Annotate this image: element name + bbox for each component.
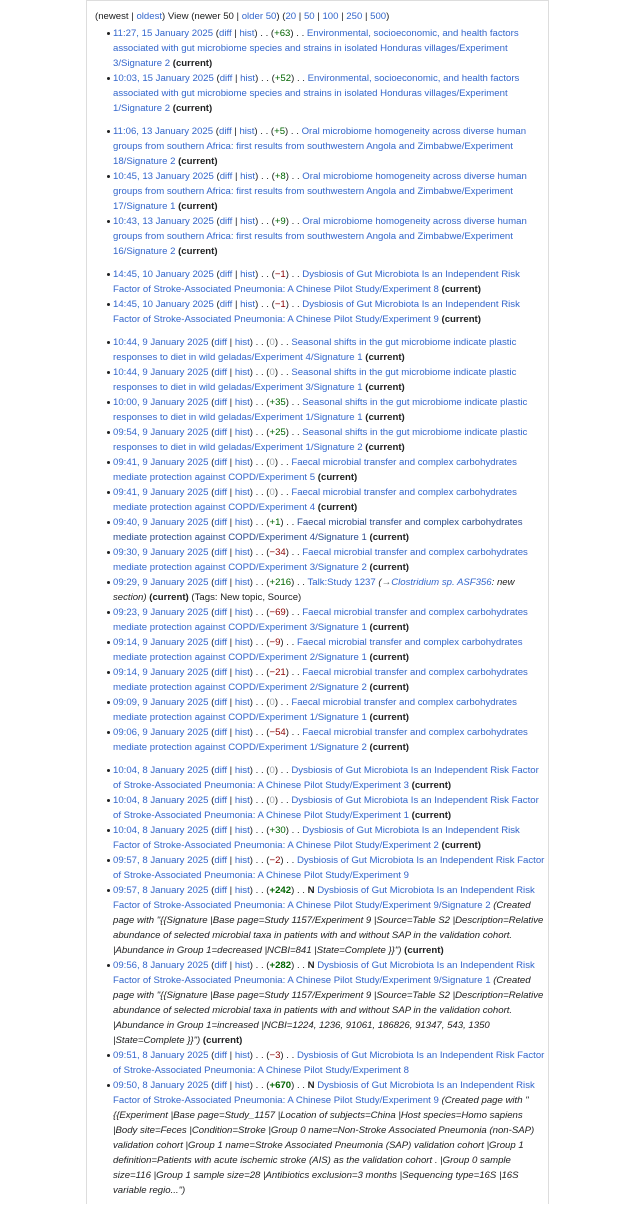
current-label: current	[206, 1035, 240, 1046]
timestamp-link[interactable]: 09:54, 9 January 2025	[113, 427, 209, 438]
edit-comment: (Created page with " {{Experiment |Base page=Study_1157 |Location of subjects=China |Host species=Homo sapiens |Body site=Feces |Condition=Stroke |Group 0 name=Non-Stroke Associated Pneumonia (non-SAP) validation cohort |Group 1 name=Stroke Associated Pneumonia (SAP) validation cohort |Group 1 definition=Patients with acute ischemic stroke (AIS) as the validation cohort . |Group 0 sample size=116 |Group 1 sample size=28 |Antibiotics exclusion=3 months |Sequencing type=16S |16S variable regio...")	[113, 1095, 535, 1196]
new-page-marker: N	[307, 960, 315, 971]
page-title-link[interactable]: Faecal microbial transfer and complex carbohydrates mediate protection against COPD/Experiment 4	[113, 487, 517, 513]
diff-link[interactable]: diff	[214, 607, 227, 618]
hist-link[interactable]: hist	[234, 427, 250, 438]
section-rest: : new section)	[113, 577, 515, 603]
diff-link[interactable]: diff	[214, 337, 227, 348]
contribution-item: 09:41, 9 January 2025 (diff | hist) . . (0) . . Faecal microbial transfer and complex carbohydrates mediate protection against COPD/Experiment 4 (current)	[95, 485, 547, 515]
current-marker: (current)	[369, 652, 409, 663]
hist-link[interactable]: hist	[234, 487, 250, 498]
timestamp-link[interactable]: 09:57, 8 January 2025	[113, 855, 209, 866]
edit-comment: (Created page with "{{Signature |Base page=Study 1157/Experiment 9 |Source=Table S2 |Description=Relative abundance of selected microbial taxa in patients with and without SAP in the validation cohort. |Abundance in Group 1=increased |NCBI=1224, 1236, 91061, 186826, 91347, 543, 1350 |State=Complete }}")	[113, 975, 544, 1046]
diff-link[interactable]: diff	[214, 825, 227, 836]
size-change: 0	[269, 697, 275, 708]
page-title-link[interactable]: Dysbiosis of Gut Microbiota Is an Independent Risk Factor of Stroke-Associated Pneumonia: A Chinese Pilot Study/Experiment 9	[113, 855, 545, 881]
size-change: +5	[274, 126, 286, 137]
current-label: current	[181, 156, 215, 167]
section-link[interactable]: Clostridium sp. ASF356	[391, 577, 492, 588]
contribution-day-list	[95, 26, 547, 116]
current-marker: (current)	[149, 592, 189, 603]
contribution-item: 09:14, 9 January 2025 (diff | hist) . . (−21) . . Faecal microbial transfer and complex carbohydrates mediate protection against COPD/Experiment 2/Signature 2 (current)	[95, 665, 547, 695]
hist-link[interactable]: hist	[239, 126, 255, 137]
new-page-marker: N	[307, 1080, 315, 1091]
diff-link[interactable]: diff	[214, 487, 227, 498]
current-label: current	[368, 442, 402, 453]
hist-link[interactable]: hist	[234, 457, 250, 468]
current-label: current	[320, 472, 355, 483]
current-marker: (current)	[411, 810, 452, 821]
page-title-link[interactable]: Dysbiosis of Gut Microbiota Is an Independent Risk Factor of Stroke-Associated Pneumonia: A Chinese Pilot Study/Experiment 3	[113, 765, 539, 791]
timestamp-link[interactable]: 10:04, 8 January 2025	[113, 795, 209, 806]
size-change: +52	[274, 73, 292, 84]
hist-link[interactable]: hist	[234, 960, 250, 971]
page-title-link[interactable]: Oral microbiome homogeneity across diverse human groups from southern Africa: first results from southwestern Angola and Zimbabwe/Experiment 17/Signature 1	[113, 171, 527, 212]
size-change: 0	[269, 337, 275, 348]
contribution-item: 09:57, 8 January 2025 (diff | hist) . . (+242) . . N Dysbiosis of Gut Microbiota Is an Independent Risk Factor of Stroke-Associated Pneumonia: A Chinese Pilot Study/Experiment 9/Signature 2 (Created page with "{{Signature |Base page=Study 1157/Experiment 9 |Source=Table S2 |Description=Relative abundance of selected microbial taxa in patients with and without SAP in the validation cohort. |Abundance in Group 1=decreased |NCBI=841 |State=Complete }}") (current)	[95, 883, 547, 958]
hist-link[interactable]: hist	[234, 885, 250, 896]
current-marker: (current)	[178, 246, 218, 257]
contribution-item: 10:44, 9 January 2025 (diff | hist) . . (0) . . Seasonal shifts in the gut microbiome indicate plastic responses to diet in wild geladas/Experiment 3/Signature 1 (current)	[95, 365, 547, 395]
contributions-content	[95, 9, 547, 1206]
current-marker: (current)	[369, 562, 409, 573]
hist-link[interactable]: hist	[234, 637, 250, 648]
current-marker: (current)	[369, 742, 409, 753]
current-marker: (current)	[441, 284, 481, 295]
diff-link[interactable]: diff	[219, 171, 233, 182]
contribution-day-list	[95, 763, 547, 1198]
newer-label: newer 50	[194, 11, 234, 22]
hist-link[interactable]: hist	[240, 216, 256, 227]
current-marker: (current)	[365, 382, 405, 393]
current-marker: (current)	[369, 712, 409, 723]
diff-link[interactable]: diff	[214, 547, 227, 558]
diff-link[interactable]: diff	[214, 517, 227, 528]
limit-link-500[interactable]: 500	[370, 11, 387, 22]
size-change: +63	[274, 28, 291, 39]
limit-link-50[interactable]: 50	[303, 11, 315, 22]
hist-link[interactable]: hist	[234, 765, 250, 776]
timestamp-link[interactable]: 09:14, 9 January 2025	[113, 637, 209, 648]
diff-link[interactable]: diff	[214, 457, 227, 468]
current-marker: (current)	[369, 682, 409, 693]
contribution-item: 10:43, 13 January 2025 (diff | hist) . . (+9) . . Oral microbiome homogeneity across diverse human groups from southern Africa: first results from southwestern Angola and Zimbabwe/Experiment 16/Signature 2 (current)	[95, 214, 547, 259]
current-label: current	[372, 622, 406, 633]
size-change: +8	[274, 171, 286, 182]
timestamp-link[interactable]: 09:30, 9 January 2025	[113, 547, 209, 558]
timestamp-link[interactable]: 09:09, 9 January 2025	[113, 697, 209, 708]
current-label: current	[181, 246, 215, 257]
size-change: −34	[269, 547, 286, 558]
current-marker: (current)	[202, 1035, 243, 1046]
edit-comment: (→Clostridium sp. ASF356: new section)	[113, 577, 515, 603]
page-title-link[interactable]: Faecal microbial transfer and complex carbohydrates mediate protection against COPD/Experiment 3/Signature 2	[113, 547, 528, 573]
size-change: +25	[269, 427, 286, 438]
size-change: 0	[269, 457, 275, 468]
page-title-link[interactable]: Dysbiosis of Gut Microbiota Is an Independent Risk Factor of Stroke-Associated Pneumonia: A Chinese Pilot Study/Experiment 9/Signature 2	[113, 885, 535, 911]
current-label: current	[414, 810, 448, 821]
diff-link[interactable]: diff	[218, 126, 232, 137]
page-title-link[interactable]: Environmental, socioeconomic, and health factors associated with gut microbiome species and strains in isolated Honduras villages/Experiment 3/Signature 2	[113, 28, 519, 69]
timestamp-link[interactable]: 09:57, 8 January 2025	[113, 885, 209, 896]
hist-link[interactable]: hist	[234, 855, 250, 866]
timestamp-link[interactable]: 11:27, 15 January 2025	[113, 28, 214, 39]
size-change: 0	[269, 487, 275, 498]
timestamp-link[interactable]: 10:04, 8 January 2025	[113, 765, 209, 776]
diff-link[interactable]: diff	[214, 637, 227, 648]
size-change: −9	[269, 637, 281, 648]
size-change: 0	[269, 795, 275, 806]
page-title-link[interactable]: Dysbiosis of Gut Microbiota Is an Independent Risk Factor of Stroke-Associated Pneumonia: A Chinese Pilot Study/Experiment 9/Signature 1	[113, 960, 535, 986]
contribution-item: 10:04, 8 January 2025 (diff | hist) . . (0) . . Dysbiosis of Gut Microbiota Is an Independent Risk Factor of Stroke-Associated Pneumonia: A Chinese Pilot Study/Experiment 1 (current)	[95, 793, 547, 823]
current-label: current	[372, 682, 406, 693]
current-label: current	[320, 502, 355, 513]
contribution-item: 09:06, 9 January 2025 (diff | hist) . . (−54) . . Faecal microbial transfer and complex carbohydrates mediate protection against COPD/Experiment 1/Signature 2 (current)	[95, 725, 547, 755]
hist-link[interactable]: hist	[234, 367, 250, 378]
page-title-link[interactable]: Dysbiosis of Gut Microbiota Is an Independent Risk Factor of Stroke-Associated Pneumonia: A Chinese Pilot Study/Experiment 2	[113, 825, 520, 851]
hist-link[interactable]: hist	[234, 607, 250, 618]
hist-link[interactable]: hist	[234, 1080, 250, 1091]
current-marker: (current)	[365, 352, 405, 363]
page-title-link[interactable]: Dysbiosis of Gut Microbiota Is an Independent Risk Factor of Stroke-Associated Pneumonia: A Chinese Pilot Study/Experiment 9	[113, 1080, 535, 1106]
size-change: 0	[269, 367, 275, 378]
diff-link[interactable]: diff	[214, 727, 227, 738]
current-marker: (current)	[441, 840, 481, 851]
timestamp-link[interactable]: 10:03, 15 January 2025	[113, 73, 214, 84]
current-label: current	[372, 562, 406, 573]
current-marker: (current)	[317, 502, 358, 513]
diff-link[interactable]: diff	[219, 73, 233, 84]
contribution-item: 10:44, 9 January 2025 (diff | hist) . . (0) . . Seasonal shifts in the gut microbiome indicate plastic responses to diet in wild geladas/Experiment 4/Signature 1 (current)	[95, 335, 547, 365]
page-title-link[interactable]: Faecal microbial transfer and complex carbohydrates mediate protection against COPD/Experiment 3/Signature 1	[113, 607, 528, 633]
contribution-item: 10:04, 8 January 2025 (diff | hist) . . (0) . . Dysbiosis of Gut Microbiota Is an Independent Risk Factor of Stroke-Associated Pneumonia: A Chinese Pilot Study/Experiment 3 (current)	[95, 763, 547, 793]
timestamp-link[interactable]: 09:41, 9 January 2025	[113, 457, 209, 468]
size-change: −69	[269, 607, 286, 618]
contribution-item: 11:27, 15 January 2025 (diff | hist) . . (+63) . . Environmental, socioeconomic, and health factors associated with gut microbiome species and strains in isolated Honduras villages/Experiment 3/Signature 2 (current)	[95, 26, 547, 71]
current-label: current	[175, 58, 210, 69]
contribution-item: 14:45, 10 January 2025 (diff | hist) . . (−1) . . Dysbiosis of Gut Microbiota Is an Independent Risk Factor of Stroke-Associated Pneumonia: A Chinese Pilot Study/Experiment 9 (current)	[95, 297, 547, 327]
contribution-item: 09:14, 9 January 2025 (diff | hist) . . (−9) . . Faecal microbial transfer and complex carbohydrates mediate protection against COPD/Experiment 2/Signature 1 (current)	[95, 635, 547, 665]
diff-link[interactable]: diff	[214, 697, 227, 708]
page-title-link[interactable]: Seasonal shifts in the gut microbiome indicate plastic responses to diet in wild geladas/Experiment 1/Signature 1	[113, 397, 528, 423]
size-change: −2	[269, 855, 281, 866]
current-label: current	[368, 412, 402, 423]
limit-link-20[interactable]: 20	[285, 11, 297, 22]
page-title-link[interactable]: Faecal microbial transfer and complex carbohydrates mediate protection against COPD/Experiment 5	[113, 457, 517, 483]
timestamp-link[interactable]: 10:45, 13 January 2025	[113, 171, 214, 182]
size-change: +216	[269, 577, 292, 588]
hist-link[interactable]: hist	[234, 825, 250, 836]
hist-link[interactable]: hist	[240, 171, 256, 182]
page-title-link[interactable]: Seasonal shifts in the gut microbiome indicate plastic responses to diet in wild geladas/Experiment 1/Signature 2	[113, 427, 528, 453]
page-title-link[interactable]: Oral microbiome homogeneity across diverse human groups from southern Africa: first results from southwestern Angola and Zimbabwe/Experiment 18/Signature 2	[113, 126, 527, 167]
timestamp-link[interactable]: 10:43, 13 January 2025	[113, 216, 214, 227]
page-title-link[interactable]: Dysbiosis of Gut Microbiota Is an Independent Risk Factor of Stroke-Associated Pneumonia: A Chinese Pilot Study/Experiment 9	[113, 299, 520, 325]
size-change: +35	[269, 397, 286, 408]
diff-link[interactable]: diff	[219, 269, 233, 280]
contribution-item: 09:23, 9 January 2025 (diff | hist) . . (−69) . . Faecal microbial transfer and complex carbohydrates mediate protection against COPD/Experiment 3/Signature 1 (current)	[95, 605, 547, 635]
diff-link[interactable]: diff	[214, 667, 227, 678]
contribution-item: 09:09, 9 January 2025 (diff | hist) . . (0) . . Faecal microbial transfer and complex carbohydrates mediate protection against COPD/Experiment 1/Signature 1 (current)	[95, 695, 547, 725]
timestamp-link[interactable]: 09:29, 9 January 2025	[113, 577, 209, 588]
hist-link[interactable]: hist	[240, 269, 256, 280]
timestamp-link[interactable]: 14:45, 10 January 2025	[113, 269, 214, 280]
page-title-link[interactable]: Seasonal shifts in the gut microbiome indicate plastic responses to diet in wild geladas/Experiment 4/Signature 1	[113, 337, 517, 363]
current-label: current	[175, 103, 210, 114]
view-label: View	[167, 11, 189, 22]
diff-link[interactable]: diff	[214, 960, 227, 971]
timestamp-link[interactable]: 10:00, 9 January 2025	[113, 397, 209, 408]
current-marker: (current)	[404, 945, 444, 956]
contribution-item: 09:54, 9 January 2025 (diff | hist) . . (+25) . . Seasonal shifts in the gut microbiome indicate plastic responses to diet in wild geladas/Experiment 1/Signature 2 (current)	[95, 425, 547, 455]
limit-link-250[interactable]: 250	[346, 11, 363, 22]
current-label: current	[372, 712, 406, 723]
tag-list: (Tags: New topic, Source)	[191, 592, 302, 603]
size-change: +242	[269, 885, 292, 896]
contribution-item: 09:40, 9 January 2025 (diff | hist) . . (+1) . . Faecal microbial transfer and complex carbohydrates mediate protection against COPD/Experiment 4/Signature 1 (current)	[95, 515, 547, 545]
contribution-item: 14:45, 10 January 2025 (diff | hist) . . (−1) . . Dysbiosis of Gut Microbiota Is an Independent Risk Factor of Stroke-Associated Pneumonia: A Chinese Pilot Study/Experiment 8 (current)	[95, 267, 547, 297]
timestamp-link[interactable]: 09:51, 8 January 2025	[113, 1050, 209, 1061]
size-change: +282	[269, 960, 292, 971]
current-label: current	[372, 742, 406, 753]
contribution-item: 10:45, 13 January 2025 (diff | hist) . . (+8) . . Oral microbiome homogeneity across diverse human groups from southern Africa: first results from southwestern Angola and Zimbabwe/Experiment 17/Signature 1 (current)	[95, 169, 547, 214]
hist-link[interactable]: hist	[234, 577, 250, 588]
hist-link[interactable]: hist	[234, 517, 250, 528]
contribution-item: 09:57, 8 January 2025 (diff | hist) . . (−2) . . Dysbiosis of Gut Microbiota Is an Independent Risk Factor of Stroke-Associated Pneumonia: A Chinese Pilot Study/Experiment 9	[95, 853, 547, 883]
page-title-link[interactable]: Faecal microbial transfer and complex carbohydrates mediate protection against COPD/Experiment 2/Signature 2	[113, 667, 528, 693]
page-title-link[interactable]: Faecal microbial transfer and complex carbohydrates mediate protection against COPD/Experiment 2/Signature 1	[113, 637, 523, 663]
new-page-marker: N	[307, 885, 315, 896]
size-change: 0	[269, 765, 275, 776]
timestamp-link[interactable]: 09:56, 8 January 2025	[113, 960, 209, 971]
page-title-link[interactable]: Faecal microbial transfer and complex carbohydrates mediate protection against COPD/Experiment 1/Signature 1	[113, 697, 517, 723]
contribution-day-list	[95, 335, 547, 755]
timestamp-link[interactable]: 09:23, 9 January 2025	[113, 607, 209, 618]
newest-label: newest	[98, 11, 129, 22]
hist-link[interactable]: hist	[234, 1050, 250, 1061]
contribution-item: 10:00, 9 January 2025 (diff | hist) . . (+35) . . Seasonal shifts in the gut microbiome indicate plastic responses to diet in wild geladas/Experiment 1/Signature 1 (current)	[95, 395, 547, 425]
hist-link[interactable]: hist	[240, 73, 256, 84]
content-border-left	[86, 0, 87, 1204]
diff-link[interactable]: diff	[218, 28, 232, 39]
page-title-link[interactable]: Talk:Study 1237	[307, 577, 376, 588]
current-label: current	[372, 532, 406, 543]
hist-link[interactable]: hist	[234, 667, 250, 678]
diff-link[interactable]: diff	[214, 1080, 227, 1091]
hist-link[interactable]: hist	[239, 28, 255, 39]
page-title-link[interactable]: Oral microbiome homogeneity across diverse human groups from southern Africa: first results from southwestern Angola and Zimbabwe/Experiment 16/Signature 2	[113, 216, 527, 257]
section-arrow: →	[381, 577, 392, 588]
current-marker: (current)	[178, 156, 218, 167]
timestamp-link[interactable]: 09:14, 9 January 2025	[113, 667, 209, 678]
current-marker: (current)	[411, 780, 452, 791]
current-label: current	[444, 284, 478, 295]
current-label: current	[407, 945, 441, 956]
current-label: current	[444, 314, 478, 325]
timestamp-link[interactable]: 09:40, 9 January 2025	[113, 517, 209, 528]
contribution-day-list	[95, 124, 547, 259]
current-marker: (current)	[441, 314, 481, 325]
contribution-item: 09:30, 9 January 2025 (diff | hist) . . (−34) . . Faecal microbial transfer and complex carbohydrates mediate protection against COPD/Experiment 3/Signature 2 (current)	[95, 545, 547, 575]
current-label: current	[372, 652, 406, 663]
contribution-item: 09:29, 9 January 2025 (diff | hist) . . (+216) . . Talk:Study 1237 (→Clostridium sp. ASF356: new section) (current) (Tags: New topic, Source)	[95, 575, 547, 605]
timestamp-link[interactable]: 14:45, 10 January 2025	[113, 299, 214, 310]
current-label: current	[181, 201, 215, 212]
page-title-link[interactable]: Dysbiosis of Gut Microbiota Is an Independent Risk Factor of Stroke-Associated Pneumonia: A Chinese Pilot Study/Experiment 1	[113, 795, 539, 821]
oldest-link[interactable]: oldest	[136, 11, 163, 22]
page-title-link[interactable]: Dysbiosis of Gut Microbiota Is an Independent Risk Factor of Stroke-Associated Pneumonia: A Chinese Pilot Study/Experiment 8	[113, 1050, 545, 1076]
page-title-link[interactable]: Seasonal shifts in the gut microbiome indicate plastic responses to diet in wild geladas/Experiment 3/Signature 1	[113, 367, 517, 393]
hist-link[interactable]: hist	[240, 299, 256, 310]
current-marker: (current)	[178, 201, 218, 212]
current-label: current	[414, 780, 448, 791]
timestamp-link[interactable]: 09:41, 9 January 2025	[113, 487, 209, 498]
size-change: +670	[269, 1080, 292, 1091]
diff-link[interactable]: diff	[214, 427, 227, 438]
current-marker: (current)	[365, 442, 405, 453]
timestamp-link[interactable]: 09:50, 8 January 2025	[113, 1080, 209, 1091]
current-marker: (current)	[172, 103, 213, 114]
page-title-link[interactable]: Dysbiosis of Gut Microbiota Is an Independent Risk Factor of Stroke-Associated Pneumonia: A Chinese Pilot Study/Experiment 8	[113, 269, 520, 295]
hist-link[interactable]: hist	[234, 727, 250, 738]
current-marker: (current)	[172, 58, 213, 69]
size-change: −3	[269, 1050, 281, 1061]
timestamp-link[interactable]: 11:06, 13 January 2025	[113, 126, 214, 137]
size-change: −1	[274, 269, 286, 280]
timestamp-link[interactable]: 10:44, 9 January 2025	[113, 367, 209, 378]
size-change: −21	[269, 667, 286, 678]
page-title-link[interactable]: Faecal microbial transfer and complex carbohydrates mediate protection against COPD/Experiment 1/Signature 2	[113, 727, 528, 753]
size-change: −1	[274, 299, 286, 310]
diff-link[interactable]: diff	[214, 765, 227, 776]
size-change: +30	[269, 825, 286, 836]
current-marker: (current)	[369, 622, 409, 633]
page-title-link[interactable]: Environmental, socioeconomic, and health factors associated with gut microbiome species and strains in isolated Honduras villages/Experiment 1/Signature 2	[113, 73, 520, 114]
current-label: current	[368, 382, 402, 393]
diff-link[interactable]: diff	[214, 397, 227, 408]
content-border-top	[86, 0, 548, 1]
older-link[interactable]: older 50	[241, 11, 277, 22]
current-marker: (current)	[365, 412, 405, 423]
content-border-right	[548, 0, 549, 1204]
size-change: +9	[274, 216, 286, 227]
timestamp-link[interactable]: 10:04, 8 January 2025	[113, 825, 209, 836]
contribution-item: 09:51, 8 January 2025 (diff | hist) . . (−3) . . Dysbiosis of Gut Microbiota Is an Independent Risk Factor of Stroke-Associated Pneumonia: A Chinese Pilot Study/Experiment 8	[95, 1048, 547, 1078]
contribution-day-list	[95, 267, 547, 327]
hist-link[interactable]: hist	[234, 697, 250, 708]
pager-nav: (newest | oldest) View (newer 50 | older 50) (20 | 50 | 100 | 250 | 500)	[95, 11, 390, 22]
contribution-item: 09:50, 8 January 2025 (diff | hist) . . (+670) . . N Dysbiosis of Gut Microbiota Is an Independent Risk Factor of Stroke-Associated Pneumonia: A Chinese Pilot Study/Experiment 9 (Created page with " {{Experiment |Base page=Study_1157 |Location of subjects=China |Host species=Homo sapiens |Body site=Feces |Condition=Stroke |Group 0 name=Non-Stroke Associated Pneumonia (non-SAP) validation cohort |Group 1 name=Stroke Associated Pneumonia (SAP) validation cohort |Group 1 definition=Patients with acute ischemic stroke (AIS) as the validation cohort . |Group 0 sample size=116 |Group 1 sample size=28 |Antibiotics exclusion=3 months |Sequencing type=16S |16S variable regio...")	[95, 1078, 547, 1198]
current-label: current	[152, 592, 186, 603]
hist-link[interactable]: hist	[234, 337, 250, 348]
size-change: +1	[269, 517, 281, 528]
limit-link-100[interactable]: 100	[322, 11, 339, 22]
contribution-groups	[95, 26, 547, 1198]
contribution-item: 10:04, 8 January 2025 (diff | hist) . . (+30) . . Dysbiosis of Gut Microbiota Is an Independent Risk Factor of Stroke-Associated Pneumonia: A Chinese Pilot Study/Experiment 2 (current)	[95, 823, 547, 853]
current-marker: (current)	[369, 532, 409, 543]
diff-link[interactable]: diff	[214, 367, 227, 378]
edit-comment: (Created page with "{{Signature |Base page=Study 1157/Experiment 9 |Source=Table S2 |Description=Relative abundance of selected microbial taxa in patients with and without SAP in the validation cohort. |Abundance in Group 1=decreased |NCBI=841 |State=Complete }}")	[113, 900, 544, 956]
timestamp-link[interactable]: 09:06, 9 January 2025	[113, 727, 209, 738]
contribution-item: 09:41, 9 January 2025 (diff | hist) . . (0) . . Faecal microbial transfer and complex carbohydrates mediate protection against COPD/Experiment 5 (current)	[95, 455, 547, 485]
contribution-item: 11:06, 13 January 2025 (diff | hist) . . (+5) . . Oral microbiome homogeneity across diverse human groups from southern Africa: first results from southwestern Angola and Zimbabwe/Experiment 18/Signature 2 (current)	[95, 124, 547, 169]
diff-link[interactable]: diff	[219, 299, 233, 310]
current-label: current	[444, 840, 478, 851]
hist-link[interactable]: hist	[234, 547, 250, 558]
contribution-item: 10:03, 15 January 2025 (diff | hist) . . (+52) . . Environmental, socioeconomic, and health factors associated with gut microbiome species and strains in isolated Honduras villages/Experiment 1/Signature 2 (current)	[95, 71, 547, 116]
hist-link[interactable]: hist	[234, 795, 250, 806]
diff-link[interactable]: diff	[219, 216, 233, 227]
hist-link[interactable]: hist	[234, 397, 250, 408]
size-change: −54	[269, 727, 286, 738]
diff-link[interactable]: diff	[214, 855, 227, 866]
contribution-item: 09:56, 8 January 2025 (diff | hist) . . (+282) . . N Dysbiosis of Gut Microbiota Is an Independent Risk Factor of Stroke-Associated Pneumonia: A Chinese Pilot Study/Experiment 9/Signature 1 (Created page with "{{Signature |Base page=Study 1157/Experiment 9 |Source=Table S2 |Description=Relative abundance of selected microbial taxa in patients with and without SAP in the validation cohort. |Abundance in Group 1=increased |NCBI=1224, 1236, 91061, 186826, 91347, 543, 1350 |State=Complete }}") (current)	[95, 958, 547, 1048]
timestamp-link[interactable]: 10:44, 9 January 2025	[113, 337, 209, 348]
current-label: current	[368, 352, 402, 363]
current-marker: (current)	[317, 472, 358, 483]
diff-link[interactable]: diff	[214, 577, 227, 588]
page-title-link[interactable]: Faecal microbial transfer and complex carbohydrates mediate protection against COPD/Experiment 4/Signature 1	[113, 517, 523, 543]
diff-link[interactable]: diff	[214, 885, 227, 896]
diff-link[interactable]: diff	[214, 795, 227, 806]
diff-link[interactable]: diff	[214, 1050, 227, 1061]
